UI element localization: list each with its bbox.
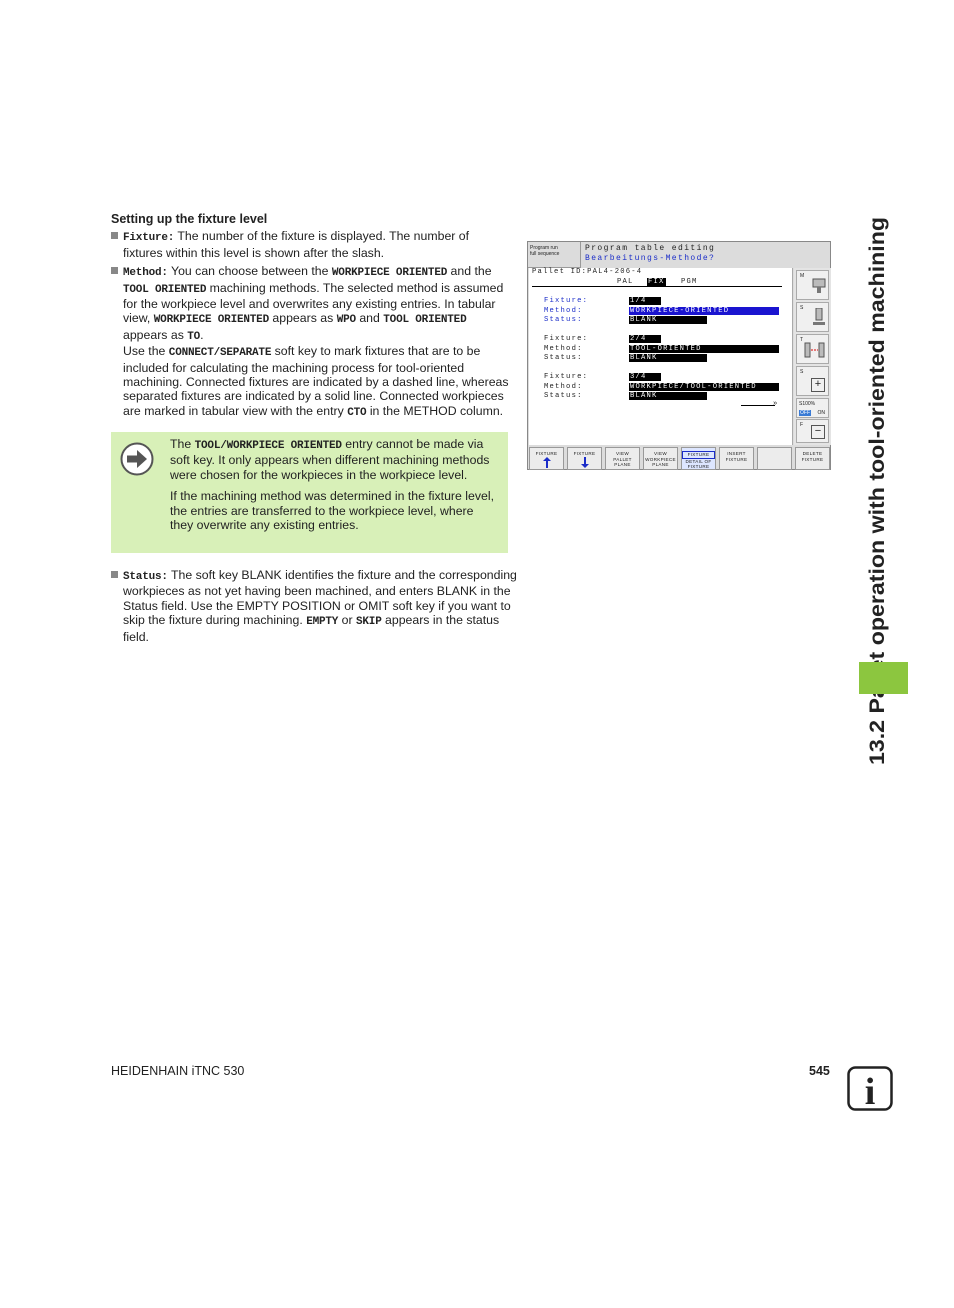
term-fixture: Fixture: [123, 232, 175, 245]
arrow-up-icon [543, 457, 551, 468]
bullet-fixture [111, 229, 509, 260]
side-softkey-bar [794, 268, 831, 445]
text-column [111, 212, 509, 420]
bullet-square-icon [111, 571, 118, 578]
fixture-description: The number of the fixture is displayed. The number of fixtures within this level is shown after the slash. [123, 229, 470, 260]
plus-icon: + [811, 378, 825, 392]
status-label: Status: [544, 316, 583, 324]
connection-line [741, 405, 775, 406]
note-paragraph-1: The TOOL/WORKPIECE ORIENTED entry cannot be made via soft key. It only appears when different machining methods were chosen for the workpieces in the workpiece level. [170, 437, 490, 482]
connect-description: Use the CONNECT/SEPARATE soft key to mark fixtures that are to be included for calculating the machining process for tool-oriented machining. Connected fixtures are indicated by a dashed line, whereas separated fixtures are indicated by a solid line. Connected workpieces are marked in tabular view with the entry CTO in the METHOD column. [123, 344, 509, 419]
softkey-view-pallet-plane[interactable]: VIEW PALLET PLANE [605, 447, 640, 470]
method-description: Method: You can choose between the WORKPIECE ORIENTED and the TOOL ORIENTED machining methods. The selected method is assumed for the workpiece level and overwrites any existing entries. In tabular view, WORKPIECE ORIENTED appears as WPO and TOOL ORIENTED appears as TO. [123, 264, 504, 343]
tnc-screen [527, 241, 831, 470]
fixture-value[interactable]: 3/4 [629, 373, 661, 381]
softkey-view-workpiece-plane[interactable]: VIEW WORKPIECE PLANE [643, 447, 678, 470]
status-label: Status: [544, 392, 583, 400]
note-paragraph-2: If the machining method was determined in the fixture level, the entries are transferred to the workpiece level, where they overwrite any existing entries. [170, 489, 494, 533]
pallet-id: Pallet ID:PAL4-206-4 [532, 268, 643, 276]
bullet-square-icon [111, 232, 118, 239]
side-key-f-minus[interactable]: F − [796, 419, 829, 443]
arrow-right-icon [120, 442, 154, 476]
section-heading: Setting up the fixture level [111, 212, 268, 226]
softkey-fixture-detail[interactable]: FIXTURE DETAIL OF FIXTURE [681, 447, 716, 470]
bullet-method [111, 264, 509, 420]
side-key-s-plus[interactable]: S + [796, 366, 829, 396]
spindle-icon [811, 277, 827, 295]
arrow-down-icon [581, 457, 589, 468]
chapter-side-title-text: 13.2 Pallet operation with tool-oriented machining [866, 267, 889, 765]
tool-icon [811, 308, 827, 328]
minus-icon: − [811, 425, 825, 439]
tool-change-icon [803, 341, 827, 361]
side-key-s[interactable]: S [796, 302, 829, 332]
softkey-insert-fixture[interactable]: INSERT FIXTURE [719, 447, 754, 470]
info-icon-glyph: i [864, 1071, 876, 1111]
method-value[interactable]: TOOL-ORIENTED [629, 345, 779, 353]
info-icon [847, 1066, 893, 1111]
footer-product: HEIDENHAIN iTNC 530 [111, 1064, 245, 1078]
fixture-label: Fixture: [544, 335, 589, 343]
bullet-status [111, 568, 521, 644]
side-key-t[interactable]: T [796, 334, 829, 364]
level-fix[interactable]: FIX [648, 278, 665, 286]
bullet-square-icon [111, 267, 118, 274]
side-key-m[interactable]: M [796, 270, 829, 300]
softkey-empty[interactable] [757, 447, 792, 470]
status-value[interactable]: BLANK [629, 392, 707, 400]
term-method: Method: [123, 267, 168, 280]
chapter-tab [859, 662, 908, 694]
mode-title: Program table editing [585, 244, 716, 253]
programming-mode-header [585, 244, 715, 264]
level-line [532, 286, 782, 287]
mode-prompt: Bearbeitungs-Methode? [585, 254, 716, 263]
side-key-override[interactable]: S100% OFF ON [796, 398, 829, 418]
level-pgm[interactable]: PGM [681, 278, 698, 286]
method-label: Method: [544, 345, 583, 353]
method-value[interactable]: WORKPIECE-ORIENTED [629, 307, 779, 315]
note-box [111, 432, 508, 553]
status-description: Status: The soft key BLANK identifies the fixture and the corresponding workpieces as not yet having been machined, and enters BLANK in the Status field. Use the EMPTY POSITION or OMIT soft key if you want to skip the fixture during machining. EMPTY or SKIP appears in the status field. [123, 568, 517, 644]
softkey-row [529, 447, 831, 470]
method-value[interactable]: WORKPIECE/TOOL-ORIENTED [629, 383, 779, 391]
machine-mode-indicator: Program run full sequence [528, 242, 581, 268]
status-value[interactable]: BLANK [629, 354, 707, 362]
status-label: Status: [544, 354, 583, 362]
fixture-label: Fixture: [544, 373, 589, 381]
softkey-delete-fixture[interactable]: DELETE FIXTURE [795, 447, 830, 470]
status-value[interactable]: BLANK [629, 316, 707, 324]
pallet-editor-panel [529, 268, 793, 445]
method-label: Method: [544, 307, 583, 315]
method-label: Method: [544, 383, 583, 391]
softkey-fixture-up[interactable]: FIXTURE [529, 447, 564, 470]
page-number: 545 [809, 1064, 830, 1078]
level-pal[interactable]: PAL [617, 278, 634, 286]
fixture-value[interactable]: 2/4 [629, 335, 661, 343]
more-marker: » [773, 400, 779, 408]
fixture-label: Fixture: [544, 297, 589, 305]
fixture-value[interactable]: 1/4 [629, 297, 661, 305]
softkey-fixture-down[interactable]: FIXTURE [567, 447, 602, 470]
